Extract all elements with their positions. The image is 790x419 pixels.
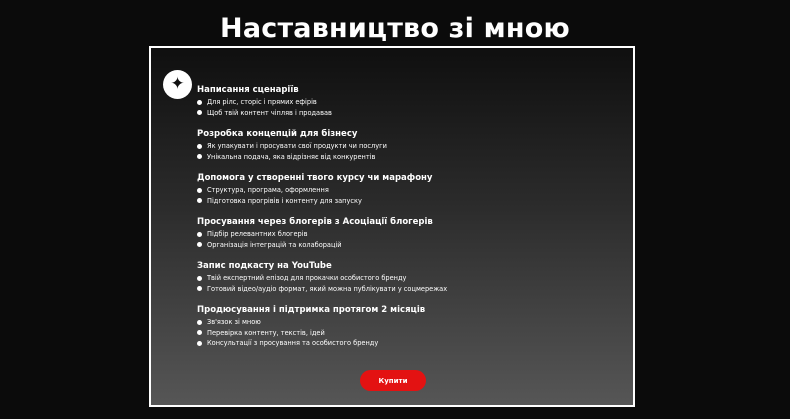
list-item xyxy=(197,338,627,349)
section-business-concepts xyxy=(197,128,627,162)
bullet-icon xyxy=(197,100,202,105)
bullet-icon xyxy=(197,110,202,115)
section-scripts xyxy=(197,84,627,118)
list-item-text: Підбір релевантних блогерів xyxy=(207,230,308,238)
bullet-icon xyxy=(197,286,202,291)
section-title: Просування через блогерів з Асоціації блогерів xyxy=(197,217,433,227)
list-item xyxy=(197,240,627,251)
bullet-icon xyxy=(197,154,202,159)
list-item xyxy=(197,196,627,207)
section-bloggers-promo xyxy=(197,216,627,250)
list-item-text: Як упакувати і просувати свої продукти чи послуги xyxy=(207,142,387,150)
sparkle-star-icon: ✦ xyxy=(163,70,192,99)
list-item xyxy=(197,273,627,284)
section-title: Продюсування і підтримка протягом 2 місяців xyxy=(197,305,426,315)
services-list xyxy=(197,84,627,359)
list-item xyxy=(197,108,627,119)
mentorship-card xyxy=(149,46,635,407)
list-item-text: Організація інтеграцій та колаборацій xyxy=(207,240,342,249)
bullet-icon xyxy=(197,232,202,237)
buy-button[interactable]: Купити xyxy=(360,370,426,391)
bullet-icon xyxy=(197,341,202,346)
list-item-text: Твій експертний епізод для прокачки особистого бренду xyxy=(207,274,407,282)
section-title: Написання сценаріїв xyxy=(197,85,299,95)
bullet-icon xyxy=(197,144,202,149)
list-item-text: Для рілс, сторіс і прямих ефірів xyxy=(207,98,317,106)
list-item-text: Готовий відео/аудіо формат, який можна публікувати у соцмережах xyxy=(207,284,448,293)
list-item-text: Перевірка контенту, текстів, ідей xyxy=(207,328,325,337)
list-item-text: Підготовка прогрівів і контенту для запуску xyxy=(207,196,362,205)
list-item xyxy=(197,185,627,196)
list-item xyxy=(197,141,627,152)
list-item-text: Структура, програма, оформлення xyxy=(207,186,329,194)
list-item-text: Щоб твій контент чіпляв і продавав xyxy=(207,108,332,117)
section-title: Допомога у створенні твого курсу чи марафону xyxy=(197,173,433,183)
section-course-help xyxy=(197,172,627,206)
bullet-icon xyxy=(197,320,202,325)
list-item xyxy=(197,229,627,240)
list-item xyxy=(197,284,627,295)
bullet-icon xyxy=(197,198,202,203)
list-item xyxy=(197,97,627,108)
page-title: Наставництво зі мною xyxy=(220,13,570,44)
list-item xyxy=(197,328,627,339)
section-title: Розробка концепцій для бізнесу xyxy=(197,129,358,139)
section-production-support xyxy=(197,304,627,349)
bullet-icon xyxy=(197,330,202,335)
list-item-text: Консультації з просування та особистого бренду xyxy=(207,339,379,347)
bullet-icon xyxy=(197,276,202,281)
list-item-text: Унікальна подача, яка відрізняє від конкурентів xyxy=(207,152,376,161)
section-title: Запис подкасту на YouTube xyxy=(197,261,332,271)
bullet-icon xyxy=(197,242,202,247)
bullet-icon xyxy=(197,188,202,193)
list-item xyxy=(197,152,627,163)
list-item xyxy=(197,317,627,328)
list-item-text: Зв'язок зі мною xyxy=(207,318,261,326)
section-youtube-podcast xyxy=(197,260,627,294)
